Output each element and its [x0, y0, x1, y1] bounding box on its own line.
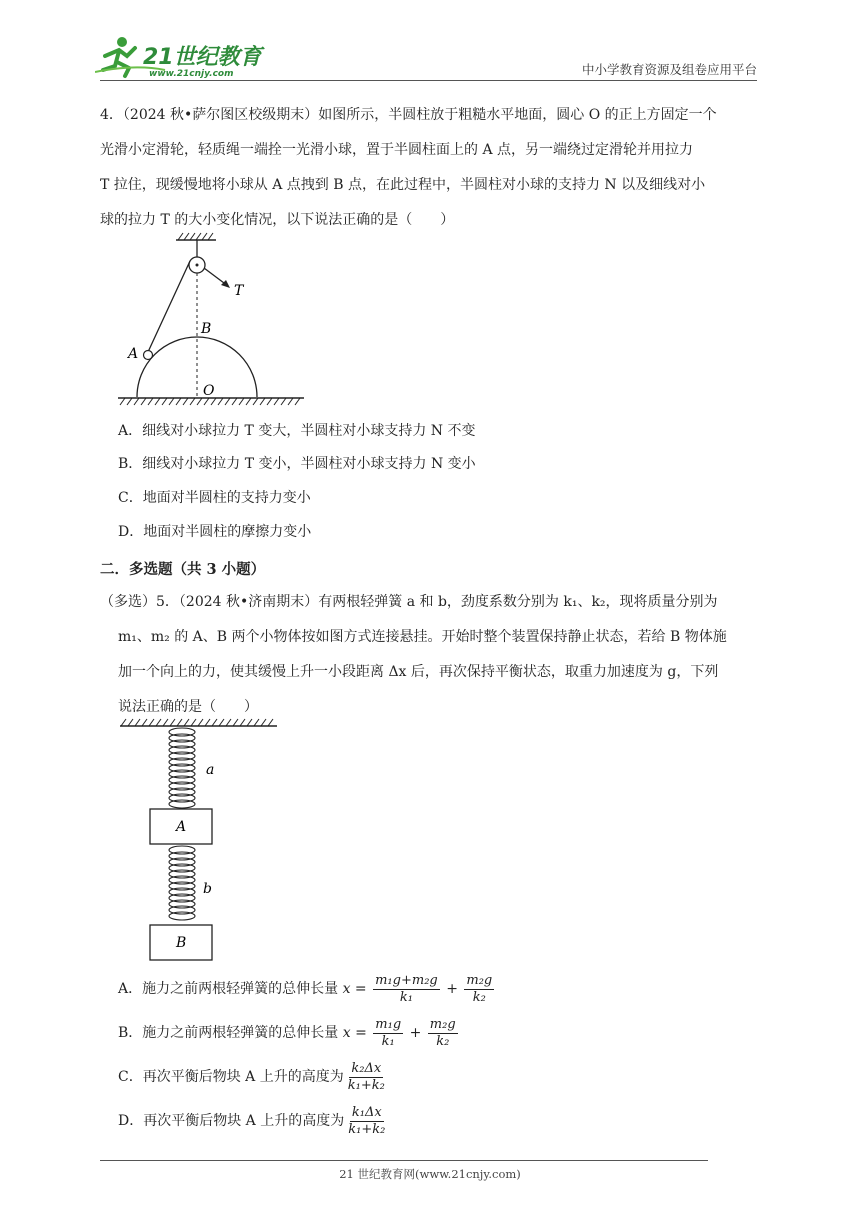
option-text: C．再次平衡后物块 A 上升的高度为 [118, 1069, 344, 1085]
question-4-line: 光滑小定滑轮，轻质绳一端拴一光滑小球，置于半圆柱面上的 A 点，另一端绕过定滑轮并用拉力 [100, 142, 694, 158]
label-T: T [234, 283, 244, 299]
label-B: B [201, 321, 212, 337]
fraction-denominator: k₁ [399, 989, 413, 1005]
fraction-numerator: m₁g [375, 1016, 402, 1032]
question-5-line: 说法正确的是（ ） [118, 699, 258, 715]
question-5-stem [100, 585, 760, 725]
question-5-line: 加一个向上的力，使其缓慢上升一小段距离 Δx 后，再次保持平衡状态，取重力加速度为 g，下列 [118, 664, 719, 680]
pulley-semicylinder-figure [110, 230, 310, 410]
fraction [373, 1018, 403, 1049]
fraction-denominator: k₂ [472, 989, 486, 1005]
fraction [464, 974, 494, 1005]
spring-blocks-figure [115, 714, 285, 964]
section-heading: 二．多选题（共 3 小题） [100, 561, 266, 578]
plus-sign: + [409, 1025, 422, 1041]
ball [144, 351, 153, 360]
spring-a [169, 728, 195, 808]
fraction-denominator: k₁ [381, 1033, 395, 1049]
math-lhs: x = [342, 981, 367, 997]
footer-text[interactable]: 21 世纪教育网(www.21cnjy.com) [339, 1167, 521, 1181]
fraction [346, 1106, 387, 1137]
logo-text: 21世纪教育 [143, 45, 262, 70]
option-C[interactable]: C．地面对半圆柱的支持力变小 [118, 490, 311, 506]
fraction-denominator: k₁+k₂ [348, 1121, 386, 1137]
option-text: A．施力之前两根轻弹簧的总伸长量 [118, 981, 339, 997]
fraction-numerator: m₂g [466, 972, 493, 988]
label-A: A [128, 346, 139, 362]
label-b: b [203, 881, 212, 897]
fraction-numerator: k₂Δx [351, 1060, 382, 1076]
option-text: B．施力之前两根轻弹簧的总伸长量 [118, 1025, 339, 1041]
fraction-numerator: k₁Δx [351, 1104, 382, 1120]
fraction-denominator: k₂ [436, 1033, 450, 1049]
option-B[interactable] [118, 1016, 460, 1050]
option-A[interactable] [118, 972, 496, 1006]
option-D[interactable]: D．地面对半圆柱的摩擦力变小 [118, 524, 312, 540]
header-tagline: 中小学教育资源及组卷应用平台 [581, 62, 757, 77]
question-4-line: 球的拉力 T 的大小变化情况，以下说法正确的是（ ） [100, 212, 455, 228]
logo-subtext: www.21cnjy.com [149, 69, 234, 79]
question-4-line: 4．（2024 秋•萨尔图区校级期末）如图所示，半圆柱放于粗糙水平地面，圆心 O 的正上方固定一个 [100, 107, 717, 123]
option-C[interactable] [118, 1060, 389, 1094]
question-4-line: T 拉住，现缓慢地将小球从 A 点拽到 B 点，在此过程中，半圆柱对小球的支持力 N 以及细线对小 [100, 177, 706, 193]
math-lhs: x = [342, 1025, 367, 1041]
fraction-numerator: m₂g [429, 1016, 456, 1032]
fraction-numerator: m₁g+m₂g [375, 972, 438, 988]
fraction-denominator: k₁+k₂ [347, 1077, 385, 1093]
label-a: a [206, 762, 215, 778]
label-block-A: A [176, 819, 187, 835]
footer-divider [100, 1160, 708, 1161]
option-A[interactable]: A．细线对小球拉力 T 变大，半圆柱对小球支持力 N 不变 [118, 423, 476, 439]
spring-b [169, 846, 195, 920]
label-O: O [203, 383, 215, 399]
fraction [428, 1018, 458, 1049]
label-block-B: B [176, 935, 187, 951]
question-5-line: （多选）5．（2024 秋•济南期末）有两根轻弹簧 a 和 b，劲度系数分别为 k₁、k₂，现将质量分别为 [100, 594, 718, 610]
option-text: D．再次平衡后物块 A 上升的高度为 [118, 1113, 345, 1129]
site-logo [95, 34, 265, 80]
fraction [373, 974, 440, 1005]
header-divider [100, 80, 757, 81]
plus-sign: + [446, 981, 458, 997]
option-D[interactable] [118, 1104, 389, 1138]
question-5-line: m₁、m₂ 的 A、B 两个小物体按如图方式连接悬挂。开始时整个装置保持静止状态，若给 B 物体施 [118, 629, 727, 645]
fraction [346, 1062, 387, 1093]
question-4-stem [100, 98, 760, 238]
option-B[interactable]: B．细线对小球拉力 T 变小，半圆柱对小球支持力 N 变小 [118, 456, 476, 472]
